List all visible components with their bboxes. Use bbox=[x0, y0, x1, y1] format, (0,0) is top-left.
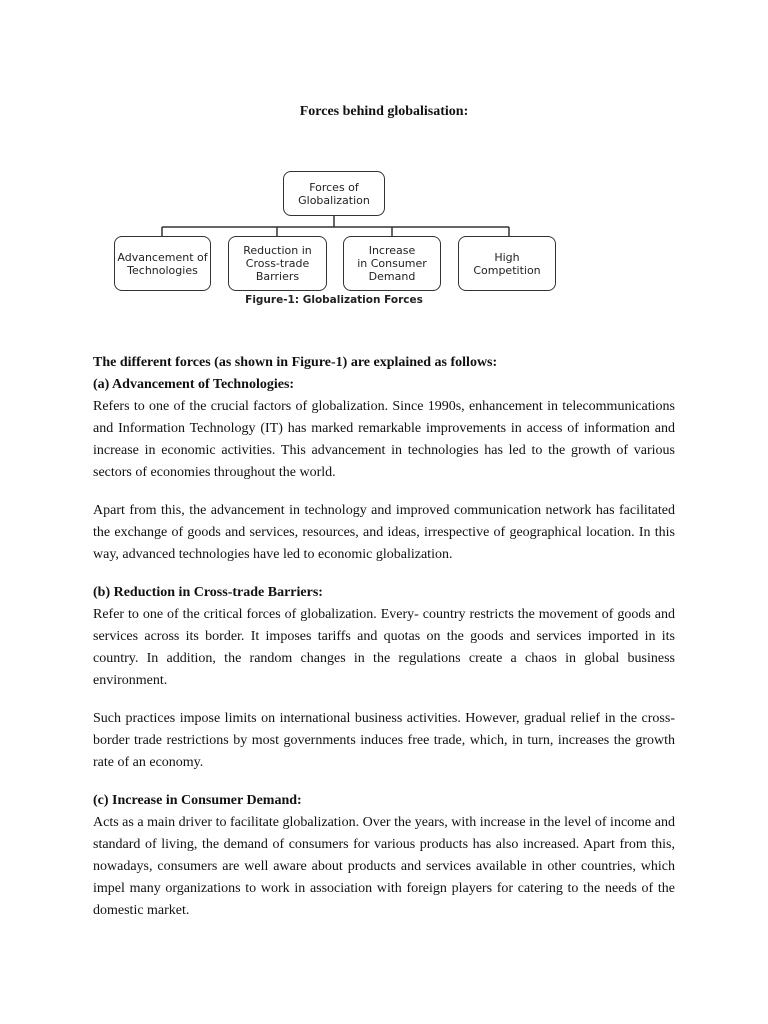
section-b-heading: (b) Reduction in Cross-trade Barriers: bbox=[93, 585, 323, 600]
section-b-paragraph-2: Such practices impose limits on international business activities. However, gradual relief in the cross-border trade restrictions by most governments induces free trade, which, in turn, increases the growth rate of an economy. bbox=[93, 711, 675, 770]
root-node-forces-of-globalization: Forces of Globalization bbox=[283, 171, 385, 216]
section-c-heading: (c) Increase in Consumer Demand: bbox=[93, 793, 302, 808]
node-increase-in-consumer-demand: Increase in Consumer Demand bbox=[343, 236, 441, 291]
document-body bbox=[93, 352, 675, 922]
globalization-forces-diagram bbox=[108, 166, 560, 316]
node-advancement-of-technologies: Advancement of Technologies bbox=[114, 236, 211, 291]
section-a-paragraph-1: Refers to one of the crucial factors of globalization. Since 1990s, enhancement in telecommunications and Information Technology (IT) has marked remarkable improvements in access of information and increase in economic activities. This advancement in technologies has led to the growth of various sectors of economies throughout the world. bbox=[93, 399, 675, 480]
section-b-paragraph-1: Refer to one of the critical forces of globalization. Every- country restricts the movement of goods and services across its border. It imposes tariffs and quotas on the goods and services imported in its country. In addition, the random changes in the regulations create a chaos in global business environment. bbox=[93, 607, 675, 688]
node-high-competition: High Competition bbox=[458, 236, 556, 291]
intro-heading: The different forces (as shown in Figure-1) are explained as follows: bbox=[93, 355, 498, 370]
page-title: Forces behind globalisation: bbox=[299, 104, 469, 119]
section-a-paragraph-2: Apart from this, the advancement in technology and improved communication network has facilitated the exchange of goods and services, resources, and ideas, irrespective of geographical location. In this way, advanced technologies have led to economic globalization. bbox=[93, 503, 675, 562]
node-reduction-in-cross-trade-barriers: Reduction in Cross-trade Barriers bbox=[228, 236, 327, 291]
section-c-paragraph-1: Acts as a main driver to facilitate globalization. Over the years, with increase in the level of income and standard of living, the demand of consumers for various products has also increased. Apart from this, nowadays, consumers are well aware about products and services available in other countries, which impel many organizations to work in association with foreign players for catering to the needs of the domestic market. bbox=[93, 815, 675, 918]
section-a-heading: (a) Advancement of Technologies: bbox=[93, 377, 295, 392]
figure-caption: Figure-1: Globalization Forces bbox=[245, 294, 423, 306]
